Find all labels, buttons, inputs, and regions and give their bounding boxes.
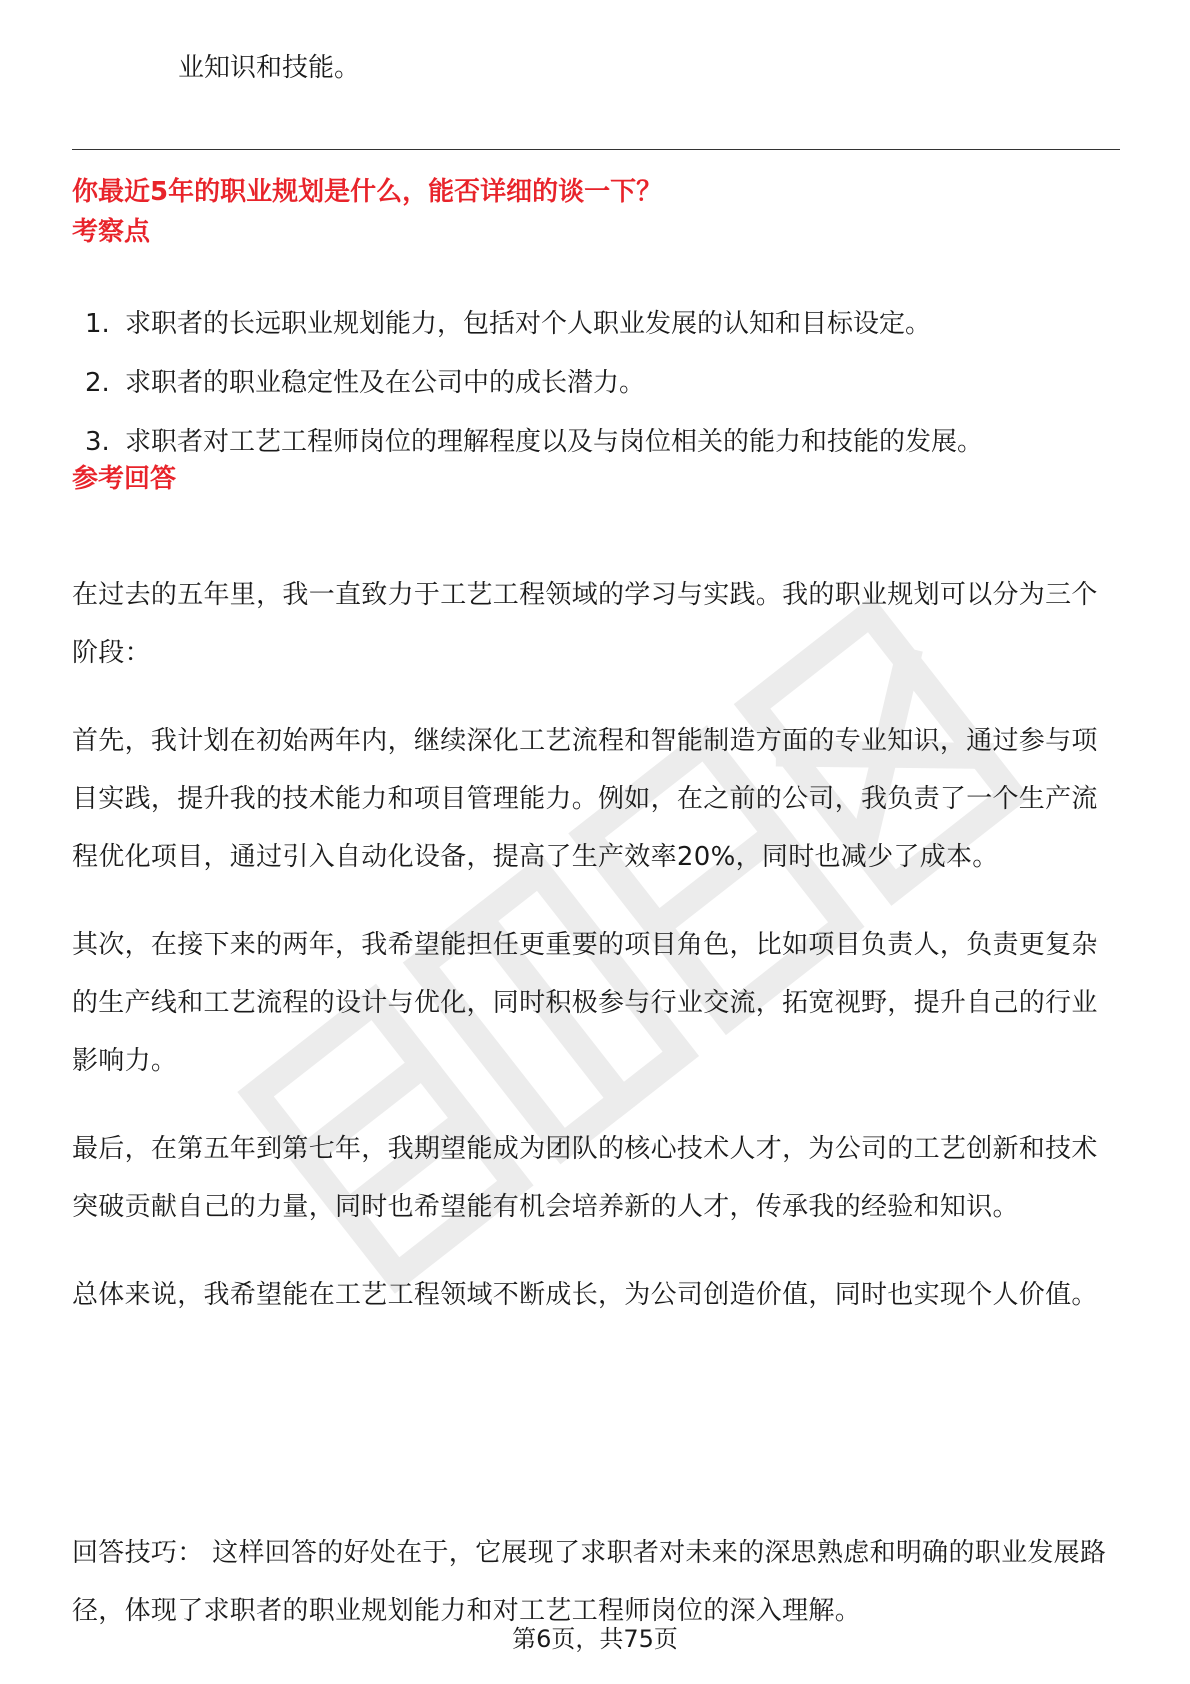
list-text: 求职者对工艺工程师岗位的理解程度以及与岗位相关的能力和技能的发展。 xyxy=(125,427,984,457)
list-number: 3. xyxy=(85,427,110,457)
answer-paragraph: 首先，我计划在初始两年内，继续深化工艺流程和智能制造方面的专业知识，通过参与项目实践，提升我的技术能力和项目管理能力。例如，在之前的公司，我负责了一个生产流程优化项目，通过引入自动化设备，提高了生产效率20%，同时也减少了成本。 xyxy=(72,726,1098,872)
answer-paragraph: 最后，在第五年到第七年，我期望能成为团队的核心技术人才，为公司的工艺创新和技术突破贡献自己的力量，同时也希望能有机会培养新的人才，传承我的经验和知识。 xyxy=(72,1134,1098,1222)
list-number: 1. xyxy=(85,309,110,339)
answer-title: 参考回答 xyxy=(72,464,177,494)
list-item xyxy=(85,363,1125,422)
question-heading: 你最近5年的职业规划是什么，能否详细的谈一下？ xyxy=(72,177,663,207)
answer-paragraph: 总体来说，我希望能在工艺工程领域不断成长，为公司创造价值，同时也实现个人价值。 xyxy=(72,1280,1098,1310)
assessment-title: 考察点 xyxy=(72,217,151,247)
assessment-list xyxy=(85,304,1125,481)
list-number: 2. xyxy=(85,368,110,398)
continuation-text: 业知识和技能。 xyxy=(178,53,361,83)
list-item xyxy=(85,304,1125,363)
list-text: 求职者的长远职业规划能力，包括对个人职业发展的认知和目标设定。 xyxy=(125,309,932,339)
answer-body xyxy=(72,566,1122,1354)
answer-tips: 回答技巧： 这样回答的好处在于，它展现了求职者对未来的深思熟虑和明确的职业发展路径，体现了求职者的职业规划能力和对工艺工程师岗位的深入理解。 xyxy=(72,1538,1107,1626)
list-item xyxy=(85,422,1125,481)
answer-paragraph: 在过去的五年里，我一直致力于工艺工程领域的学习与实践。我的职业规划可以分为三个阶段： xyxy=(72,580,1098,668)
page-number: 第6页，共75页 xyxy=(512,1625,678,1653)
answer-paragraph: 其次，在接下来的两年，我希望能担任更重要的项目角色，比如项目负责人，负责更复杂的生产线和工艺流程的设计与优化，同时积极参与行业交流，拓宽视野，提升自己的行业影响力。 xyxy=(72,930,1098,1076)
list-text: 求职者的职业稳定性及在公司中的成长潜力。 xyxy=(125,368,646,398)
divider xyxy=(72,149,1120,150)
